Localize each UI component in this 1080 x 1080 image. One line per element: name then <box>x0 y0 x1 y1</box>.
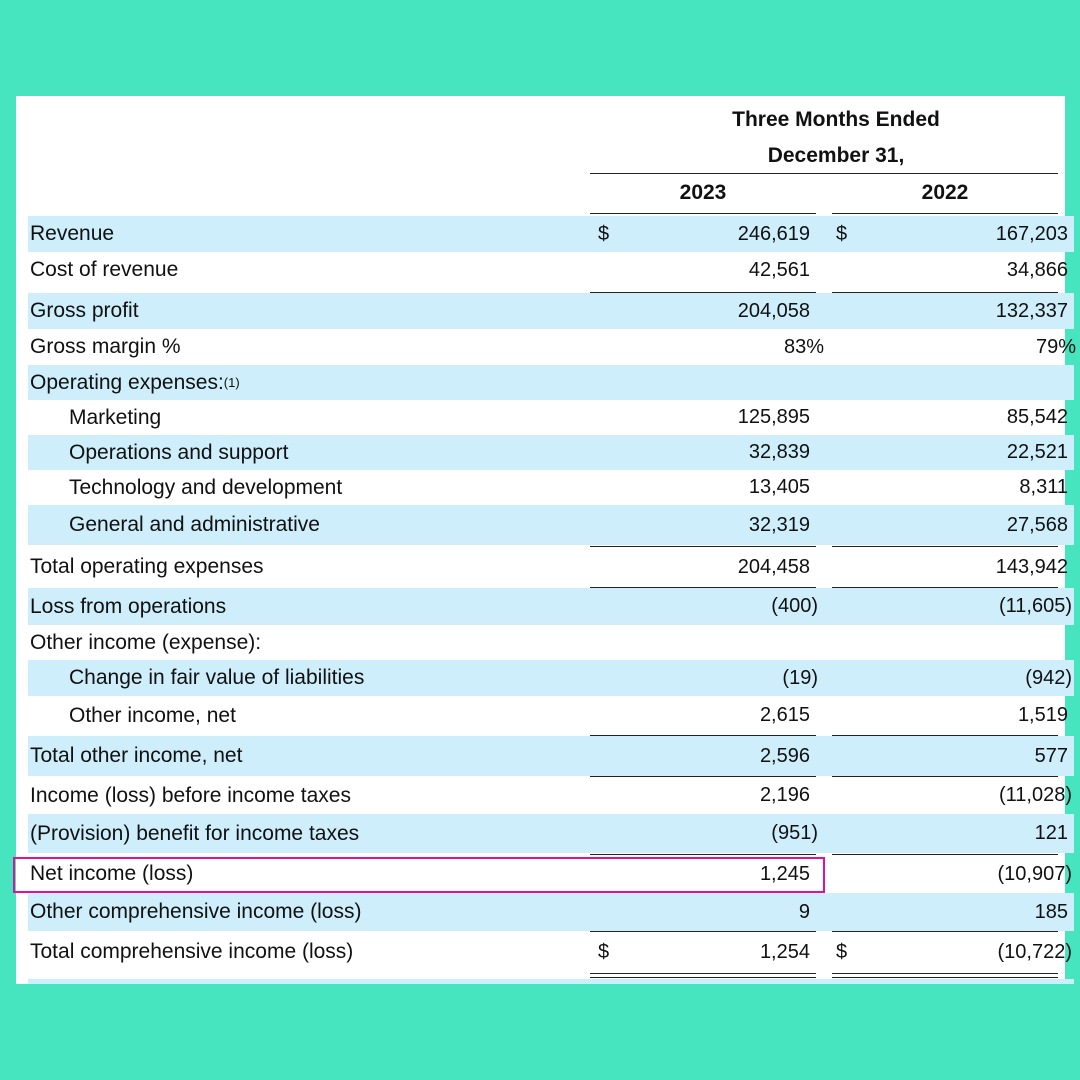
row-label: Marketing <box>69 405 162 429</box>
table-row-change-fair-value <box>28 660 1074 696</box>
value-2023: 32,839 <box>748 441 810 463</box>
value-2022: 8,311 <box>1019 476 1068 498</box>
row-label: Loss from operations <box>30 594 227 618</box>
row-label: Total operating expenses <box>30 555 264 578</box>
row-label: Other income (expense): <box>30 630 262 654</box>
row-label: Net income (loss) <box>30 862 194 885</box>
table-row-gross-margin <box>28 329 1074 365</box>
period-header-line2: December 31, <box>767 144 905 167</box>
row-label: Total other income, net <box>30 744 243 767</box>
value-2022: 121 <box>1034 822 1068 844</box>
value-2022: 34,866 <box>1006 258 1068 281</box>
year-divider-2022 <box>832 213 1058 214</box>
row-label: Technology and development <box>69 475 343 499</box>
value-2022: (11,028) <box>998 784 1072 806</box>
value-2022: 22,521 <box>1006 441 1068 463</box>
row-label-text: Operating expenses: <box>30 370 224 394</box>
value-2023: 13,405 <box>748 476 810 498</box>
value-2022: 85,542 <box>1006 406 1068 428</box>
table-row-total-comprehensive-income <box>28 932 1074 972</box>
value-2023: 2,615 <box>759 704 810 726</box>
table-row-other-income-heading <box>28 625 1074 660</box>
value-2022: 143,942 <box>995 555 1068 578</box>
row-label: Operations and support <box>69 440 289 464</box>
row-label: (Provision) benefit for income taxes <box>30 821 360 845</box>
table-row-total-other-income <box>28 736 1074 776</box>
value-2023: 1,254 <box>759 940 810 963</box>
table-row-general-administrative <box>28 505 1074 545</box>
year-divider-2023 <box>590 213 816 214</box>
table-row-operating-expenses-heading <box>28 365 1074 400</box>
footnote-marker: (1) <box>223 375 240 390</box>
table-row-operations-support <box>28 435 1074 470</box>
value-2023: 125,895 <box>737 406 810 428</box>
value-2023: 83% <box>783 335 824 358</box>
double-underline-bottom <box>832 977 1058 978</box>
dollar-sign: $ <box>598 222 610 245</box>
value-2023: 204,058 <box>737 299 810 322</box>
double-underline-top <box>590 973 816 974</box>
row-label: Income (loss) before income taxes <box>30 783 351 807</box>
value-2022: 27,568 <box>1006 513 1068 536</box>
table-row-loss-from-operations <box>28 588 1074 625</box>
table-row-technology-development <box>28 470 1074 505</box>
value-2022: (942) <box>1025 666 1072 689</box>
value-2023: (951) <box>771 822 818 844</box>
double-underline-bottom <box>590 977 816 978</box>
value-2023: 246,619 <box>737 222 810 245</box>
table-row-income-before-taxes <box>28 777 1074 814</box>
value-2022: 577 <box>1034 744 1068 767</box>
dollar-sign: $ <box>836 222 848 245</box>
value-2022: (11,605) <box>998 595 1072 617</box>
value-2022: 1,519 <box>1017 704 1068 726</box>
table-row-gross-profit <box>28 293 1074 329</box>
dollar-sign: $ <box>598 940 610 963</box>
period-header-line1: Three Months Ended <box>732 108 940 131</box>
row-label: Other comprehensive income (loss) <box>30 900 362 923</box>
row-label: Gross margin % <box>30 335 181 358</box>
value-2022: 132,337 <box>995 299 1068 322</box>
value-2023: 2,596 <box>759 744 810 767</box>
row-label: Change in fair value of liabilities <box>69 666 365 689</box>
table-row-other-income-net <box>28 696 1074 735</box>
table-row-cost-of-revenue <box>28 252 1074 288</box>
value-2023: 204,458 <box>737 555 810 578</box>
column-header-2023: 2023 <box>679 181 727 204</box>
value-2022: 79% <box>1035 335 1076 358</box>
bottom-shade-strip <box>28 979 1074 984</box>
value-2022: 185 <box>1034 900 1068 923</box>
value-2023: 42,561 <box>748 258 810 281</box>
value-2023: 32,319 <box>748 513 810 536</box>
row-label: Gross profit <box>30 299 139 322</box>
row-label: Cost of revenue <box>30 258 179 281</box>
row-label: Revenue <box>30 222 115 245</box>
table-row-total-operating-expenses <box>28 547 1074 587</box>
table-row-income-tax <box>28 814 1074 853</box>
table-row-revenue <box>28 216 1074 252</box>
header-divider <box>590 173 1058 174</box>
net-income-highlight-box <box>13 857 825 893</box>
income-statement-sheet <box>16 96 1076 984</box>
row-label: Total comprehensive income (loss) <box>30 940 354 963</box>
column-header-2022: 2022 <box>921 181 969 204</box>
value-2022: (10,722) <box>997 940 1072 963</box>
table-row-other-comprehensive-income <box>28 893 1074 931</box>
value-2023: 2,196 <box>759 784 810 806</box>
table-row-marketing <box>28 400 1074 435</box>
dollar-sign: $ <box>836 940 848 963</box>
value-2023: 9 <box>798 900 810 923</box>
value-2022: 167,203 <box>995 222 1068 245</box>
row-label <box>30 365 240 400</box>
double-underline-top <box>832 973 1058 974</box>
value-2023: (400) <box>771 595 818 617</box>
row-label: Other income, net <box>69 703 236 727</box>
row-label: General and administrative <box>69 513 320 536</box>
value-2022: (10,907) <box>997 862 1072 885</box>
value-2023: (19) <box>782 666 818 689</box>
value-2023: 1,245 <box>759 862 810 885</box>
